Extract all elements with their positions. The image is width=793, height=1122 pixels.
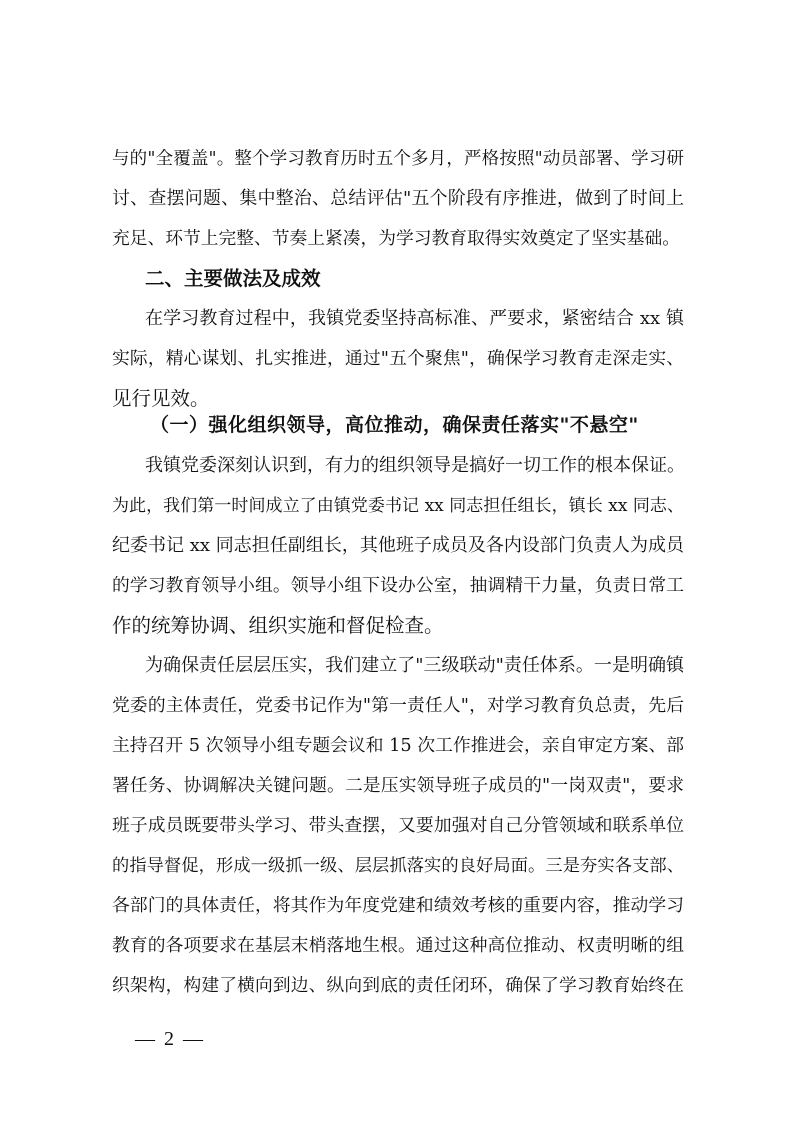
para3-line-4: 的学习教育领导小组。领导小组下设办公室，抽调精干力量，负责日常工	[112, 576, 684, 596]
para3-line-3: 纪委书记 xx 同志担任副组长，其他班子成员及各内设部门负责人为成员	[112, 535, 684, 556]
para1-line-1: 与的"全覆盖"。整个学习教育历时五个多月，严格按照"动员部署、学习研	[112, 149, 684, 169]
para4-line-6: 的指导督促，形成一级抓一级、层层抓落实的良好局面。三是夯实各支部、	[112, 856, 684, 876]
para4-line-3: 主持召开 5 次领导小组专题会议和 15 次工作推进会，亲自审定方案、部	[112, 736, 684, 756]
para4-line-9: 织架构，构建了横向到边、纵向到底的责任闭环，确保了学习教育始终在	[112, 976, 684, 996]
para3-line-2: 为此，我们第一时间成立了由镇党委书记 xx 同志担任组长，镇长 xx 同志、	[112, 496, 684, 516]
page-number: — 2 —	[135, 1028, 205, 1050]
para4-line-8: 教育的各项要求在基层末梢落地生根。通过这种高位推动、权责明晰的组	[112, 936, 684, 956]
para1-line-3: 充足、环节上完整、节奏上紧凑，为学习教育取得实效奠定了坚实基础。	[112, 229, 681, 249]
subsection-heading-1: （一）强化组织领导，高位推动，确保责任落实"不悬空"	[150, 414, 639, 436]
para4-line-7: 各部门的具体责任，将其作为年度党建和绩效考核的重要内容，推动学习	[112, 896, 684, 916]
para1-line-2: 讨、查摆问题、集中整治、总结评估"五个阶段有序推进，做到了时间上	[112, 188, 684, 209]
para2-line-3: 见行见效。	[112, 387, 210, 410]
para2-line-1: 在学习教育过程中，我镇党委坚持高标准、严要求，紧密结合 xx 镇	[145, 308, 684, 329]
para4-line-2: 党委的主体责任，党委书记作为"第一责任人"，对学习教育负总责，先后	[112, 696, 684, 716]
para4-line-1: 为确保责任层层压实，我们建立了"三级联动"责任体系。一是明确镇	[145, 655, 684, 676]
para3-line-1: 我镇党委深刻认识到，有力的组织领导是搞好一切工作的根本保证。	[145, 455, 685, 476]
para2-line-2: 实际，精心谋划、扎实推进，通过"五个聚焦"，确保学习教育走深走实、	[112, 349, 684, 369]
para4-line-4: 署任务、协调解决关键问题。二是压实领导班子成员的"一岗双责"，要求	[112, 776, 684, 796]
section-heading-2: 二、主要做法及成效	[145, 267, 321, 290]
para3-line-5: 作的统筹协调、组织实施和督促检查。	[112, 614, 444, 637]
para4-line-5: 班子成员既要带头学习、带头查摆，又要加强对自己分管领域和联系单位	[112, 816, 684, 836]
